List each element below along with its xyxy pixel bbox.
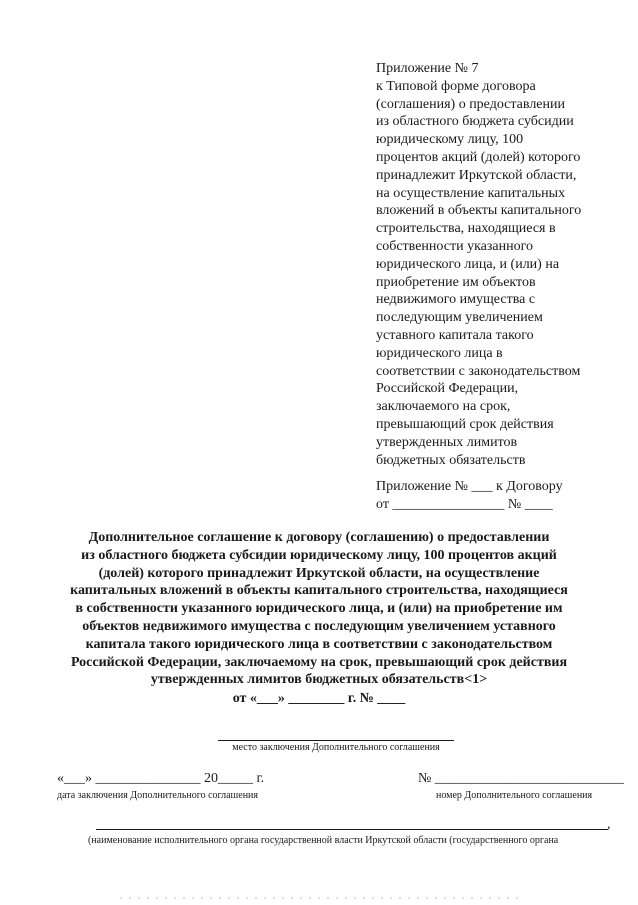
number-caption: номер Дополнительного соглашения [436, 790, 593, 801]
appendix-line: строительства, находящиеся в [376, 221, 556, 237]
appendix-line: приобретение им объектов [376, 274, 536, 290]
title-line: (долей) которого принадлежит Иркутской области, на осуществление [98, 565, 540, 581]
appendix-header [376, 60, 636, 469]
place-field [218, 740, 454, 754]
appendix-line: из областного бюджета субсидии [376, 114, 574, 130]
title-line: в собственности указанного юридического лица, и (или) на приобретение им [75, 601, 563, 617]
number-field: № ___________________________ [418, 771, 624, 786]
place-caption: место заключения Дополнительного соглашения [232, 742, 440, 753]
appendix-line: превышающий срок действия [376, 416, 554, 432]
date-field: «___» _______________ 20_____ г. [57, 771, 265, 786]
appendix-line: заключаемого на срок, [376, 399, 511, 415]
appendix-line: к Типовой форме договора [376, 78, 536, 94]
title-line: капитальных вложений в объекты капитального строительства, находящиеся [70, 583, 568, 599]
title-line: из областного бюджета субсидии юридическому лицу, 100 процентов акций [81, 547, 557, 563]
title-line: Дополнительное соглашение к договору (соглашению) о предоставлении [88, 530, 550, 545]
appendix-line: Российской Федерации, [376, 381, 519, 397]
appendix-line: уставного капитала такого [376, 327, 534, 343]
document-title [0, 529, 638, 708]
contract-reference-date-line: от ________________ № ____ [376, 497, 553, 512]
date-caption: дата заключения Дополнительного соглашения [57, 790, 258, 801]
appendix-line: (соглашения) о предоставлении [376, 96, 565, 112]
appendix-line: недвижимого имущества с [376, 292, 536, 308]
scan-artifact [120, 897, 520, 899]
appendix-line: юридического лица в [376, 345, 503, 361]
organization-comma: , [607, 817, 611, 832]
appendix-line: бюджетных обязательств [376, 452, 526, 468]
organization-caption: (наименование исполнительного органа государственной власти Иркутской области (государственного органа [88, 835, 559, 846]
appendix-line: юридическому лицу, 100 [376, 132, 524, 148]
contract-reference-line: Приложение № ___ к Договору [376, 479, 563, 494]
title-date-line: от «___» ________ г. № ____ [232, 691, 406, 707]
contract-reference [376, 478, 636, 514]
appendix-line: Приложение № 7 [376, 61, 479, 76]
title-line: объектов недвижимого имущества с последующим увеличением уставного [82, 618, 556, 634]
appendix-line: принадлежит Иркутской области, [376, 167, 577, 183]
appendix-line: на осуществление капитальных [376, 185, 566, 201]
title-line: Российской Федерации, заключаемому на срок, превышающий срок действия [70, 654, 568, 670]
title-line: утвержденных лимитов бюджетных обязательств<1> [150, 672, 488, 688]
appendix-line: собственности указанного [376, 238, 533, 254]
appendix-line: соответствии с законодательством [376, 363, 581, 379]
organization-underline [96, 829, 608, 830]
appendix-line: вложений в объекты капитального [376, 203, 582, 219]
appendix-line: последующим увеличением [376, 310, 543, 326]
title-line: капитала такого юридического лица в соответствии с законодательством [85, 636, 553, 652]
appendix-line: процентов акций (долей) которого [376, 149, 581, 165]
appendix-line: утвержденных лимитов [376, 434, 518, 450]
appendix-line: юридического лица, и (или) на [376, 256, 560, 272]
